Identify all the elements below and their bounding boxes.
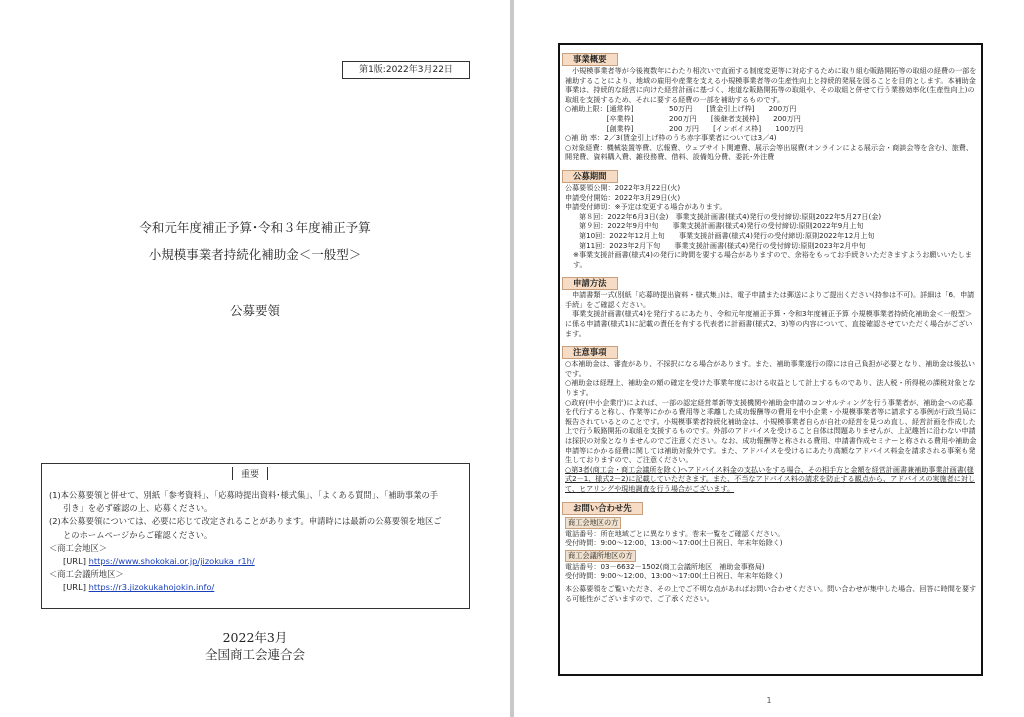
left-page (0, 0, 510, 717)
version-box: 第1版:2022年3月22日 (342, 61, 470, 79)
title-line-2: 小規模事業者持続化補助金＜一般型＞ (148, 247, 362, 262)
contact-line: 受付時間：9:00～12:00、13:00～17:00(土日祝日、年末年始除く) (565, 538, 783, 548)
important-notice-box (41, 463, 470, 609)
contact-footer: 本公募要領をご覧いただき、その上でご不明な点があればお問い合わせください。問い合わせが集中した場合、回答に時間を要する可能性がございますので、ご了承ください。 (565, 583, 977, 603)
limit-row: [卒業枠] 200万円 [後継者支援枠] 200万円 (606, 113, 801, 123)
section-contact (562, 496, 981, 604)
contact-line: 受付時間：9:00～12:00、13:00～17:00(土日祝日、年末年始除く) (565, 571, 783, 581)
section-title: 申請方法 (562, 277, 618, 290)
period-line: 公募要領公開：2022年3月22日(火) (565, 182, 681, 192)
limit-row: [通常枠] 50万円 [賃金引上げ枠] 200万円 (606, 104, 797, 114)
period-note: ※事業支援計画書(様式4)の発行に時間を要する場合がありますので、余裕をもってお手続きいただきますようお願いいたします。 (573, 250, 972, 269)
notice-line: 引き」を必ず確認の上、応募ください。 (63, 503, 213, 514)
jizokuka-url-link[interactable]: https://r3.jizokukahojokin.info/ (88, 582, 215, 593)
caution-item: ○政府(中小企業庁)によれば、一部の認定経営革新等支援機関や補助金申請のコンサルティングを行う事業者が、補助金への応募を代行すると称し、作業等にかかる費用等と乖離した成功報酬等の費用を中小企業・小規模事業者等に請求する事例が行政当局に報告されているとのことです。小規模事業者持続化補助金は、小規模事業者自らが自社の経営を見つめ直し、経営計画を作成した上で行う販路開拓の取組を支援するものです。外部のアドバイスを受けること自体は問題ありませんが、上記趣旨に沿わない申請は採択の対象となりませんのでご注意ください。なお、成功報酬等と称される費用、申請書作成セミナーと称される費用や補助金申請等にかかる経費に関しては補助対象外です。また、アドバイスを受けるにあたり高額なアドバイス料金を請求される事案も発生しておりますので、ご注意ください。 (565, 397, 977, 465)
caution-item: ○第3者(商工会・商工会議所を除く)へアドバイス料金の支払いをする場合、その相手方と金額を経営計画書兼補助事業計画書(様式2－1、様式2－2)に記載していただきます。また、不当なアドバイス料の請求を防止する観点から、アドバイスの実施者に対して、ヒアリングや現地調査を行う場合がございます。 (565, 464, 975, 493)
shokokai-url-link[interactable]: https://www.shokokai.or.jp/jizokuka_r1h/ (88, 556, 255, 567)
notice-url-row (49, 581, 463, 594)
round-line: 第９回：2022年9月中旬 事業支援計画書(様式4)発行の受付締切:原則2022年9月上旬 (579, 221, 864, 231)
contact-line: 電話番号：03－6632－1502(商工会議所地区 補助金事務局) (565, 561, 765, 571)
contact-subheading: 商工会地区の方 (565, 517, 621, 529)
limit-label: ○補助上限： (565, 104, 607, 114)
period-line: 申請受付開始：2022年3月29日(火) (565, 192, 681, 202)
section-period (562, 164, 981, 269)
notice-line: ＜商工会議所地区＞ (49, 569, 124, 580)
eligible-costs: ○対象経費：機械装置等費、広報費、ウェブサイト関連費、展示会等出展費(オンラインによる展示会・商談会等を含む)、旅費、開発費、資料購入費、雑役務費、借料、設備処分費、委託･外注費 (565, 142, 973, 162)
section-title: 事業概要 (562, 53, 618, 66)
round-line: 第８回：2022年6月3日(金) 事業支援計画書(様式4)発行の受付締切:原則2022年5月27日(金) (579, 211, 882, 221)
page-number: 1 (766, 696, 772, 705)
limit-row: [創業枠] 200 万円 [インボイス枠] 100万円 (606, 123, 804, 133)
publisher-org: 全国商工会連合会 (204, 647, 305, 662)
caution-item: ○補助金は経理上、補助金の額の確定を受けた事業年度における収益として計上するものであり、法人税・所得税の課税対象となります。 (565, 378, 976, 398)
summary-box (558, 43, 983, 676)
notice-title: 重要 (232, 467, 268, 480)
section-method (562, 271, 981, 338)
section-overview (562, 47, 981, 162)
caution-item: ○本補助金は、審査があり、不採択になる場合があります。また、補助事業遂行の際には自己負担が必要となり、補助金は後払いです。 (565, 359, 975, 378)
section-caution (562, 340, 981, 493)
notice-body (49, 489, 463, 595)
contact-subheading: 商工会議所地区の方 (565, 550, 636, 562)
section-title: 注意事項 (562, 346, 618, 359)
notice-line: (1)本公募要領と併せて、別紙「参考資料」、「応募時提出資料･様式集」、「よくある質問」、「補助事業の手 (49, 490, 439, 500)
round-line: 第10回：2022年12月上旬 事業支援計画書(様式4)発行の受付締切:原則2022年12月上旬 (579, 230, 875, 240)
publish-date: 2022年3月 (222, 630, 288, 645)
notice-line: ＜商工会地区＞ (49, 542, 108, 553)
period-line: 申請受付締切：※予定は変更する場合があります。 (565, 202, 727, 212)
subsidy-rate: ○補 助 率：2／3(賃金引上げ枠のうち赤字事業者については3／4) (565, 133, 777, 143)
title-line-3: 公募要領 (229, 303, 280, 318)
right-page (514, 0, 1024, 717)
method-text-2: 事業支援計画書(様式4)を発行するにあたり、令和元年度補正予算・令和3年度補正予算 小規模事業者持続化補助金＜一般型＞に係る申請書(様式1)に記載の責任を有する代表者に計画書(様式2、3)等の内容について、直接確認させていただく場合がございます。 (565, 309, 973, 338)
url-label: [URL] (63, 556, 86, 567)
notice-url-row (49, 555, 463, 568)
round-line: 第11回：2023年2月下旬 事業支援計画書(様式4)発行の受付締切:原則2023年2月中旬 (579, 240, 866, 250)
notice-line: (2)本公募要領については、必要に応じて改定されることがあります。申請時には最新の公募要領を地区ご (49, 516, 442, 527)
notice-line: とのホームページからご確認ください。 (63, 529, 213, 540)
title-line-1: 令和元年度補正予算･令和３年度補正予算 (139, 220, 371, 235)
section-title: 公募期間 (562, 170, 618, 183)
method-text-1: 申請書類一式(別紙「応募時提出資料・様式集」)は、電子申請または郵送によりご提出ください(持参は不可)。詳細は「6．申請手続」をご確認ください。 (565, 290, 975, 309)
contact-line: 電話番号：所在地域ごとに異なります。巻末一覧をご確認ください。 (565, 528, 785, 538)
overview-text: 小規模事業者等が今後複数年にわたり相次いで直面する制度変更等に対応するために取り組む販路開拓等の取組の経費の一部を補助することにより、地域の雇用や産業を支える小規模事業者等の生産性向上と持続的発展を図ることを目的とします。本補助金事業は、持続的な経営に向けた経営計画に基づく、地道な販路開拓等の取組や、その取組と併せて行う業務効率化(生産性向上)の取組を支援するため、それに要する経費の一部を補助するものです。 (565, 66, 977, 104)
section-title: お問い合わせ先 (562, 502, 643, 515)
url-label: [URL] (63, 582, 86, 593)
